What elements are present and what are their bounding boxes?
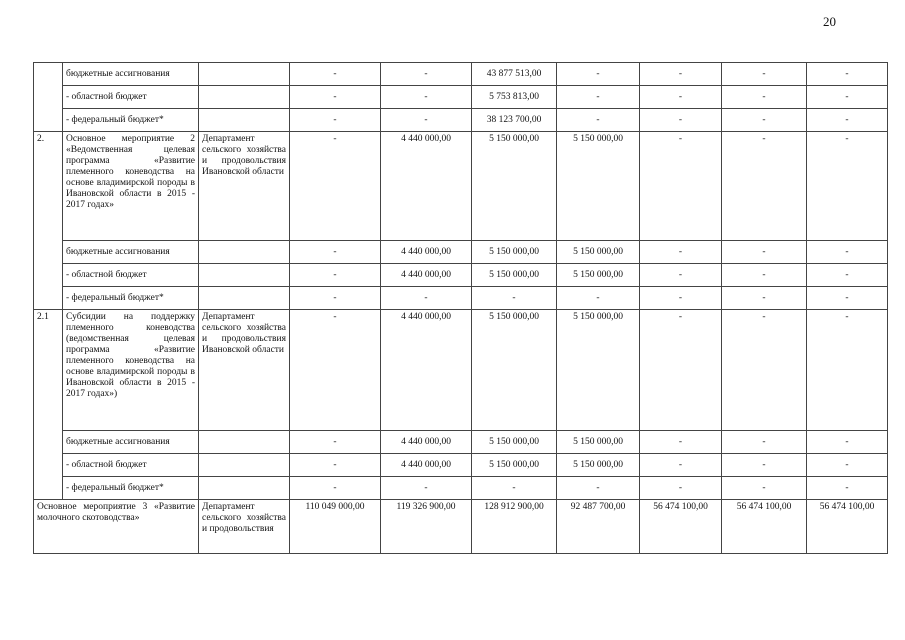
budget-table <box>33 62 888 554</box>
value-cell: - <box>290 132 381 241</box>
executor-cell: Департамент сельского хозяйства и продовольствия <box>199 500 290 554</box>
value-cell: 5 150 000,00 <box>557 431 640 454</box>
value-cell: - <box>290 63 381 86</box>
number-cell: 2. <box>34 132 63 310</box>
table-row <box>34 454 888 477</box>
value-cell: - <box>557 86 640 109</box>
value-cell: 5 150 000,00 <box>557 241 640 264</box>
value-cell: - <box>640 477 722 500</box>
table-body <box>34 63 888 554</box>
executor-cell: Департамент сельского хозяйства и продовольствия Ивановской области <box>199 132 290 241</box>
value-cell: 5 150 000,00 <box>472 454 557 477</box>
value-cell: - <box>381 109 472 132</box>
value-cell: - <box>290 264 381 287</box>
value-cell: - <box>722 264 807 287</box>
value-cell: - <box>640 431 722 454</box>
value-cell: 119 326 900,00 <box>381 500 472 554</box>
value-cell: - <box>290 454 381 477</box>
value-cell: 5 150 000,00 <box>557 454 640 477</box>
row-label: - областной бюджет <box>63 86 199 109</box>
value-cell: 110 049 000,00 <box>290 500 381 554</box>
value-cell: - <box>722 287 807 310</box>
value-cell: 4 440 000,00 <box>381 310 472 431</box>
value-cell: 4 440 000,00 <box>381 241 472 264</box>
value-cell: - <box>640 86 722 109</box>
row-label: - областной бюджет <box>63 264 199 287</box>
value-cell: - <box>807 454 888 477</box>
value-cell: - <box>722 310 807 431</box>
value-cell: 56 474 100,00 <box>640 500 722 554</box>
value-cell: - <box>290 109 381 132</box>
executor-cell: Департамент сельского хозяйства и продовольствия Ивановской области <box>199 310 290 431</box>
table-row <box>34 500 888 554</box>
table-row <box>34 477 888 500</box>
row-label: Субсидии на поддержку племенного коневодства (ведомственная целевая программа «Развитие племенного коневодства на основе владимирской породы в Ивановской области в 2015 - 2017 годах») <box>63 310 199 431</box>
value-cell: 56 474 100,00 <box>807 500 888 554</box>
value-cell: - <box>557 477 640 500</box>
value-cell: - <box>557 109 640 132</box>
value-cell: - <box>807 477 888 500</box>
value-cell: - <box>807 241 888 264</box>
value-cell: 38 123 700,00 <box>472 109 557 132</box>
row-label: - областной бюджет <box>63 454 199 477</box>
value-cell: - <box>807 287 888 310</box>
value-cell: - <box>290 477 381 500</box>
executor-cell <box>199 287 290 310</box>
value-cell: - <box>640 109 722 132</box>
value-cell: 4 440 000,00 <box>381 264 472 287</box>
table-row <box>34 109 888 132</box>
row-label: Основное мероприятие 3 «Развитие молочного скотоводства» <box>34 500 199 554</box>
value-cell: - <box>290 287 381 310</box>
table-row <box>34 264 888 287</box>
table-row <box>34 241 888 264</box>
value-cell: - <box>381 63 472 86</box>
value-cell: 43 877 513,00 <box>472 63 557 86</box>
value-cell: - <box>640 132 722 241</box>
value-cell: - <box>557 63 640 86</box>
value-cell: - <box>290 86 381 109</box>
value-cell: - <box>722 63 807 86</box>
row-label: - федеральный бюджет* <box>63 109 199 132</box>
executor-cell <box>199 431 290 454</box>
row-label: - федеральный бюджет* <box>63 287 199 310</box>
value-cell: - <box>640 264 722 287</box>
value-cell: - <box>722 86 807 109</box>
value-cell: - <box>472 287 557 310</box>
table-row <box>34 310 888 431</box>
table-row <box>34 63 888 86</box>
value-cell: - <box>381 287 472 310</box>
table-row <box>34 431 888 454</box>
value-cell: - <box>807 431 888 454</box>
row-label: Основное мероприятие 2 «Ведомственная целевая программа «Развитие племенного коневодства на основе владимирской породы в Ивановской области в 2015 - 2017 годах» <box>63 132 199 241</box>
row-label: бюджетные ассигнования <box>63 241 199 264</box>
executor-cell <box>199 241 290 264</box>
value-cell: - <box>640 454 722 477</box>
value-cell: - <box>722 454 807 477</box>
value-cell: - <box>807 109 888 132</box>
value-cell: - <box>640 287 722 310</box>
executor-cell <box>199 454 290 477</box>
executor-cell <box>199 477 290 500</box>
value-cell: - <box>807 86 888 109</box>
executor-cell <box>199 109 290 132</box>
value-cell: - <box>290 431 381 454</box>
value-cell: - <box>807 132 888 241</box>
value-cell: - <box>557 287 640 310</box>
value-cell: 5 753 813,00 <box>472 86 557 109</box>
number-cell: 2.1 <box>34 310 63 500</box>
value-cell: 92 487 700,00 <box>557 500 640 554</box>
value-cell: - <box>807 264 888 287</box>
table-row <box>34 132 888 241</box>
row-label: бюджетные ассигнования <box>63 431 199 454</box>
value-cell: 5 150 000,00 <box>557 132 640 241</box>
value-cell: - <box>640 310 722 431</box>
value-cell: - <box>722 132 807 241</box>
value-cell: - <box>640 241 722 264</box>
value-cell: 5 150 000,00 <box>472 431 557 454</box>
row-label: - федеральный бюджет* <box>63 477 199 500</box>
value-cell: 5 150 000,00 <box>472 132 557 241</box>
value-cell: - <box>290 241 381 264</box>
value-cell: - <box>722 477 807 500</box>
row-label: бюджетные ассигнования <box>63 63 199 86</box>
executor-cell <box>199 86 290 109</box>
value-cell: 5 150 000,00 <box>472 310 557 431</box>
value-cell: - <box>722 109 807 132</box>
value-cell: - <box>807 63 888 86</box>
value-cell: 5 150 000,00 <box>557 264 640 287</box>
number-cell <box>34 63 63 132</box>
value-cell: - <box>381 477 472 500</box>
value-cell: 56 474 100,00 <box>722 500 807 554</box>
value-cell: - <box>722 241 807 264</box>
value-cell: - <box>381 86 472 109</box>
value-cell: 128 912 900,00 <box>472 500 557 554</box>
value-cell: 4 440 000,00 <box>381 431 472 454</box>
value-cell: 5 150 000,00 <box>472 264 557 287</box>
value-cell: 5 150 000,00 <box>472 241 557 264</box>
value-cell: 4 440 000,00 <box>381 454 472 477</box>
executor-cell <box>199 63 290 86</box>
value-cell: 5 150 000,00 <box>557 310 640 431</box>
page-number: 20 <box>823 14 836 29</box>
value-cell: - <box>722 431 807 454</box>
value-cell: - <box>472 477 557 500</box>
value-cell: - <box>290 310 381 431</box>
table-row <box>34 86 888 109</box>
value-cell: - <box>807 310 888 431</box>
value-cell: - <box>640 63 722 86</box>
executor-cell <box>199 264 290 287</box>
table-row <box>34 287 888 310</box>
value-cell: 4 440 000,00 <box>381 132 472 241</box>
